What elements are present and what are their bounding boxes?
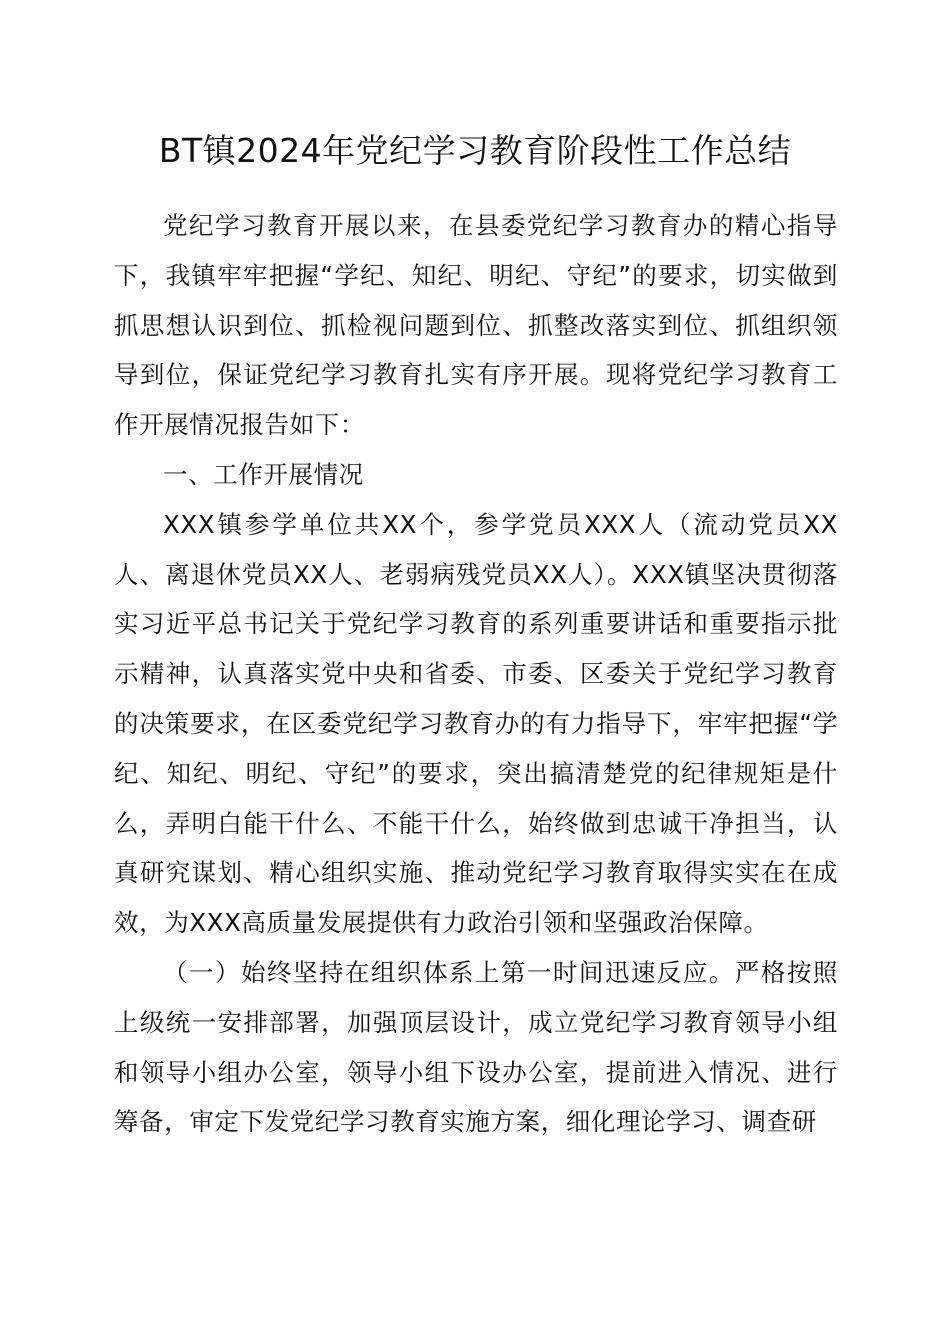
document-title: BT镇2024年党纪学习教育阶段性工作总结: [158, 131, 792, 170]
document-body: [114, 201, 838, 1147]
paragraph-overview: XXX镇参学单位共XX个，参学党员XXX人（流动党员XX人、离退休党员XX人、老弱病残党员XX人）。XXX镇坚决贯彻落实习近平总书记关于党纪学习教育的系列重要讲话和重要指示批示精神，认真落实党中央和省委、市委、区委关于党纪学习教育的决策要求，在区委党纪学习教育办的有力指导下，牢牢把握“学纪、知纪、明纪、守纪”的要求，突出搞清楚党的纪律规矩是什么，弄明白能干什么、不能干什么，始终做到忠诚干净担当，认真研究谋划、精心组织实施、推动党纪学习教育取得实实在在成效，为XXX高质量发展提供有力政治引领和坚强政治保障。: [114, 509, 838, 938]
paragraph-subsection-1: （一）始终坚持在组织体系上第一时间迅速反应。严格按照上级统一安排部署，加强顶层设计，成立党纪学习教育领导小组和领导小组办公室，领导小组下设办公室，提前进入情况、进行筹备，审定下发党纪学习教育实施方案，细化理论学习、调查研: [114, 957, 838, 1137]
section-heading: 一、工作开展情况: [163, 459, 364, 489]
paragraph-intro: 党纪学习教育开展以来，在县委党纪学习教育办的精心指导下，我镇牢牢把握“学纪、知纪、明纪、守纪”的要求，切实做到抓思想认识到位、抓检视问题到位、抓整改落实到位、抓组织领导到位，保证党纪学习教育扎实有序开展。现将党纪学习教育工作开展情况报告如下：: [114, 211, 838, 440]
